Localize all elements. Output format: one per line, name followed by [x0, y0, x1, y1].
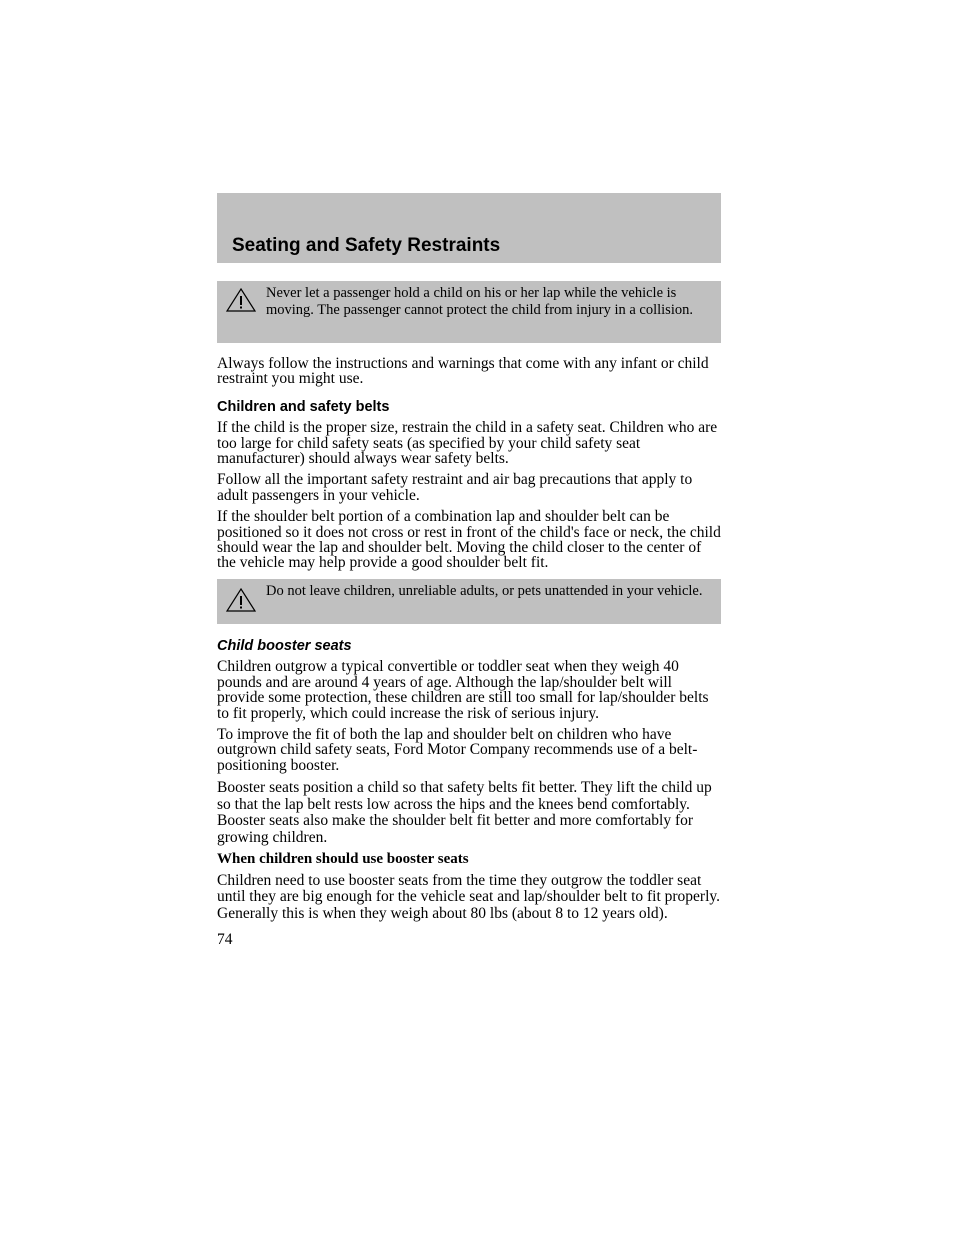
manual-page [217, 193, 721, 947]
paragraph: Children outgrow a typical convertible or toddler seat when they weigh 40 pounds and are around 4 years of age. Although the lap/shoulder belt will provide some protection, these children are still too small for lap/shoulder belts to fit properly, which could increase the risk of serious injury. [217, 658, 709, 722]
page-number: 74 [217, 931, 233, 949]
section-header [217, 193, 721, 263]
warning-triangle-icon [225, 587, 257, 613]
body-content [217, 356, 721, 571]
paragraph: Children need to use booster seats from the time they outgrow the toddler seat until they are big enough for the vehicle seat and lap/shoulder belt to fit properly. Generally this is when they weigh about 80 lbs (about 8 to 12 years old). [217, 871, 721, 922]
warning-text: Do not leave children, unreliable adults, or pets unattended in your vehicle. [266, 582, 703, 599]
section-heading-safety-belts: Children and safety belts [217, 398, 390, 415]
body-content-2 [217, 639, 721, 948]
paragraph: To improve the fit of both the lap and shoulder belt on children who have outgrown child safety seats, Ford Motor Company recommends use of a belt-positioning booster. [217, 725, 698, 774]
paragraph: Booster seats position a child so that safety belts fit better. They lift the child up so that the lap belt rests low across the hips and the knees bend comfortably. Booster seats also make the shoulder belt fit better and more comfortably for growing children. [217, 779, 712, 846]
warning-box-unattended [217, 579, 721, 624]
section-heading-when-booster: When children should use booster seats [217, 851, 469, 868]
intro-paragraph: Always follow the instructions and warnings that come with any infant or child restraint you might use. [217, 355, 709, 388]
warning-triangle-icon [225, 287, 257, 313]
paragraph: If the shoulder belt portion of a combination lap and shoulder belt can be positioned so it does not cross or rest in front of the child's face or neck, the child should wear the lap and shoulder belt. Moving the child closer to the center of the vehicle may help provide a good shoulder belt fit. [217, 508, 721, 572]
paragraph: If the child is the proper size, restrain the child in a safety seat. Children who are too large for child safety seats (as specified by your child safety seat manufacturer) should always wear safety belts. [217, 419, 718, 468]
page-title: Seating and Safety Restraints [232, 235, 501, 256]
section-heading-booster-seats: Child booster seats [217, 637, 352, 654]
paragraph: Follow all the important safety restraint and air bag precautions that apply to adult passengers in your vehicle. [217, 471, 693, 504]
warning-text: Never let a passenger hold a child on his or her lap while the vehicle is moving. The passenger cannot protect the child from injury in a collision. [266, 285, 693, 318]
warning-box-lap [217, 281, 721, 343]
